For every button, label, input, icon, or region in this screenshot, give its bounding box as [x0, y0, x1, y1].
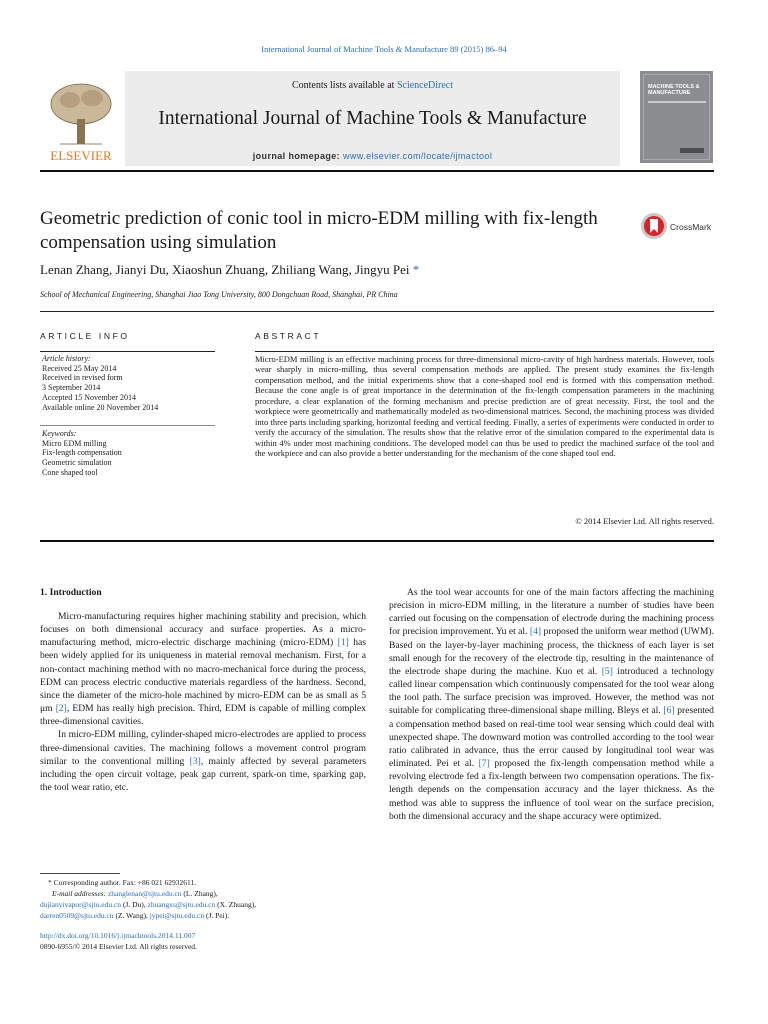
keyword: Fix-length compensation: [42, 448, 122, 458]
affiliation: School of Mechanical Engineering, Shanghai Jiao Tong University, 800 Dongchuan Road, Shanghai, PR China: [40, 290, 398, 299]
paragraph: As the tool wear accounts for one of the main factors affecting the machining precision in micro-EDM milling, in the literature a number of studies have been carried out focusing on the compensation of electrode during the machining process for precision improvement. Yu et al. [4] proposed the uniform wear method (UWM). Based on the layer-by-layer machining process, the thickness of each layer is set small enough for the recovery of the electrode tip, resulting in the maintenance of the electrode shape during the machine. Kuo et al. [5] introduced a technology called linear compensation which continuously compensated for the tool wear along the tool path. The surface precision was improved. However, the method was not suitable for complicating three-dimensional shape milling. Bleys et al. [6] presented a compensation method based on real-time tool wear sensing which could deal with unexpected shape. The downward motion was controlled according to the tool wear ratio calibrated in advance, thus the error caused by longitudinal tool wear was eliminated. Pei et al. [7] proposed the fix-length compensation method while a revolving electrode fed a fix-length between two compensation operations. The fix-length depends on the compensation accuracy and the layer thickness. As the method was able to suppress the influence of tool wear on the surface precision, both the dimensional accuracy and the shape accuracy were optimized.: [389, 587, 715, 822]
email-link[interactable]: jypei@sjtu.edu.cn: [149, 911, 205, 920]
keyword: Cone shaped tool: [42, 467, 98, 477]
abstract-copyright: © 2014 Elsevier Ltd. All rights reserved.: [575, 516, 714, 526]
divider: [255, 351, 714, 352]
running-head[interactable]: International Journal of Machine Tools & Manufacture 89 (2015) 86–94: [261, 44, 507, 54]
email-link[interactable]: darren0509@sjtu.edu.cn: [40, 911, 114, 920]
citation-link[interactable]: [3]: [189, 755, 201, 767]
history-item: Available online 20 November 2014: [42, 402, 159, 412]
history-item: 3 September 2014: [42, 383, 101, 393]
history-item: Accepted 15 November 2014: [42, 392, 136, 402]
crossmark-badge[interactable]: [640, 210, 720, 242]
citation-link[interactable]: [6]: [663, 705, 675, 717]
keywords: [42, 429, 217, 478]
author-list: Lenan Zhang, Jianyi Du, Xiaoshun Zhuang, Zhiliang Wang, Jingyu Pei *: [40, 262, 420, 277]
body-column-left: [40, 610, 366, 794]
citation-link[interactable]: [2]: [55, 703, 67, 715]
email-link[interactable]: zhanglenan@sjtu.edu.cn: [107, 889, 182, 898]
journal-cover-thumbnail[interactable]: [640, 71, 713, 163]
issn-line: 0890-6955/© 2014 Elsevier Ltd. All rights reserved.: [40, 942, 197, 951]
divider: [40, 540, 714, 542]
history-label: Article history:: [42, 354, 91, 363]
citation-link[interactable]: [1]: [337, 637, 349, 649]
history-item: Received in revised form: [42, 373, 123, 383]
homepage-link[interactable]: www.elsevier.com/locate/ijmactool: [342, 151, 493, 161]
citation-link[interactable]: [4]: [529, 626, 542, 638]
journal-title: International Journal of Machine Tools & Manufacture: [158, 108, 587, 129]
article-history: [42, 354, 217, 412]
keyword: Geometric simulation: [42, 458, 112, 468]
history-item: Received 25 May 2014: [42, 363, 117, 373]
header-rule: [40, 170, 714, 172]
cover-title: MACHINE TOOLS & MANUFACTURE: [648, 84, 700, 96]
divider: [40, 351, 215, 352]
corresponding-author-mark[interactable]: *: [412, 262, 420, 277]
email-link[interactable]: zhuangxs@sjtu.edu.cn: [147, 900, 216, 909]
elsevier-wordmark: ELSEVIER: [50, 148, 112, 163]
footnote-rule: [40, 873, 120, 874]
elsevier-logo: [40, 74, 122, 164]
doi-block: [40, 930, 366, 952]
citation-link[interactable]: [5]: [601, 665, 613, 677]
sciencedirect-link[interactable]: ScienceDirect: [396, 80, 454, 91]
elsevier-tree-icon: [40, 74, 122, 164]
divider: [40, 425, 215, 426]
paragraph: In micro-EDM milling, cylinder-shaped micro-electrodes are applied to process three-dimensional cavities. The machining follows a movement control program similar to the conventional milling [3], mainly affected by several parameters including the open circuit voltage, peak gap current, spark-on time, sparking gap, the tool wear ratio, etc.: [40, 729, 366, 794]
abstract-text: Micro-EDM milling is an effective machining process for three-dimensional micro-cavity of high hardness materials. However, tools wear sharply in micro-milling, thus several compensation methods are applied. The present study examines the fix-length compensation method, and the initial experiments show that a cone-shaped tool end is formed with this compensation method. Because the cone angle is of great importance in the determination of the fix-length compensation parameters in the machining procedure, a clear explanation of the forming mechanism and precise prediction are of great necessity. First, the tool and the workpiece were geometrically and mathematically modeled as two-dimensional matrices. Second, the machining process was divided into three parts including sparking, horizontal feeding and vertical feeding. Finally, a series of experiments were conducted in order to verify the accuracy of the simulation. The results show that the relative error of the simulation compared to the experimental data is within 4% under most machining conditions. The developed model can thus be used to predict the machined surface of the tool and the workpiece and can also provide a better understanding for the mechanism of the cone shaped tool end.: [255, 354, 714, 459]
article-info-heading: ARTICLE INFO: [40, 331, 130, 341]
paragraph: Micro-manufacturing requires higher machining stability and precision, which focuses on both dimensional accuracy and surface properties. As a micro-manufacturing method, micro-electric discharge machining (micro-EDM) [1] has been widely applied for its uniqueness in material removal mechanism. First, for a non-contact machining method with no macro-mechanical force during the process, EDM can process electric conductive materials regardless of the hardness. Second, since the diameter of the micro-hole machined by micro-EDM can be as small as 5 μm [2], EDM has really high precision. Third, EDM is capable of milling complex three-dimensional cavities.: [40, 611, 367, 728]
keywords-label: Keywords:: [42, 429, 77, 438]
svg-text:CrossMark: CrossMark: [670, 222, 712, 232]
body-column-right: [389, 586, 714, 823]
abstract-heading: ABSTRACT: [255, 331, 322, 341]
contents-line: Contents lists available at ScienceDirect: [291, 80, 454, 91]
citation-link[interactable]: [7]: [478, 758, 490, 770]
paper-title: Geometric prediction of conic tool in micro-EDM milling with fix-length compensation using simulation: [40, 208, 598, 253]
doi-link[interactable]: http://dx.doi.org/10.1016/j.ijmachtools.2014.11.007: [40, 931, 196, 940]
corresponding-author-note: * Corresponding author. Fax: +86 021 62932611.: [48, 878, 197, 887]
journal-homepage: journal homepage: www.elsevier.com/locate/ijmactool: [252, 151, 493, 161]
footnotes: [40, 877, 366, 921]
section-heading-introduction: 1. Introduction: [40, 587, 102, 598]
email-addresses: E-mail addresses: zhanglenan@sjtu.edu.cn (L. Zhang), dujianyivapor@sjtu.edu.cn (J. Du), zhuangxs@sjtu.edu.cn (X. Zhuang), darren0509@sjtu.edu.cn (Z. Wang), jypei@sjtu.edu.cn (J. Pei).: [40, 889, 257, 920]
divider: [40, 311, 714, 312]
keyword: Micro EDM milling: [42, 438, 107, 448]
email-link[interactable]: dujianyivapor@sjtu.edu.cn: [40, 900, 122, 909]
